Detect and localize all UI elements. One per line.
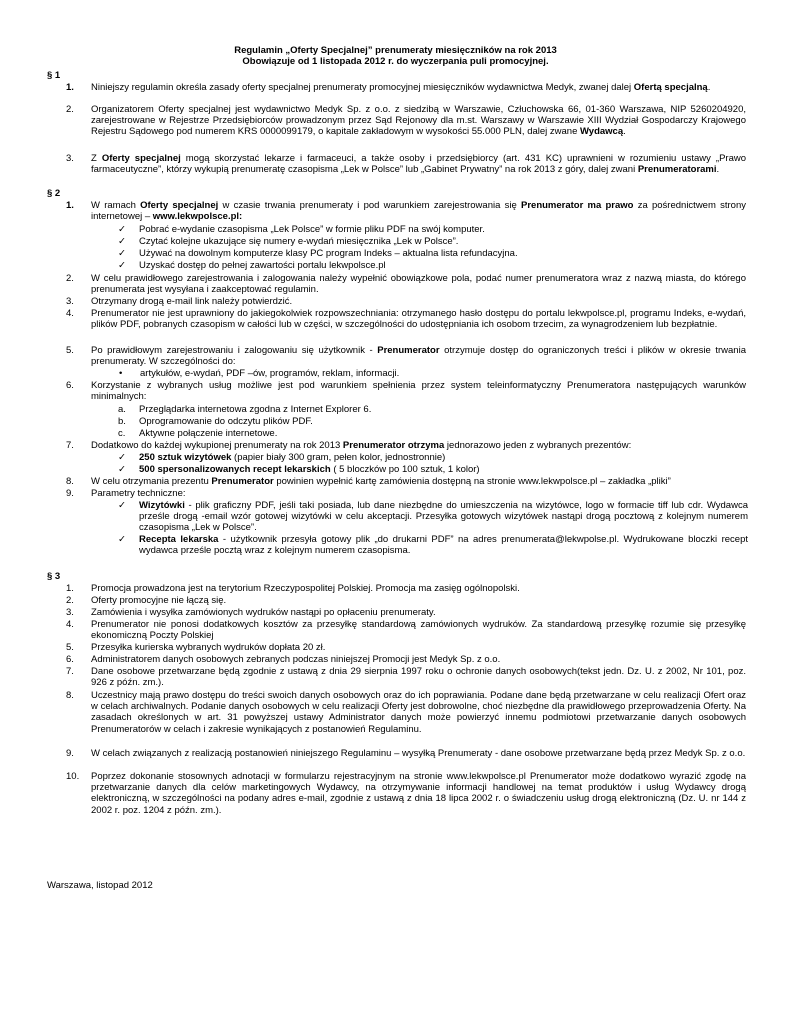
item-number: 2. [66,273,74,284]
item-number: 1. [66,82,74,93]
item-number: 3. [66,153,74,164]
item-number: 3. [66,296,74,307]
item-text: Otrzymany drogą e-mail link należy potwierdzić. [91,296,293,307]
item-text: Organizatorem Oferty specjalnej jest wydawnictwo Medyk Sp. z o.o. z siedzibą w Warszawie, Człuchowska 66, 01-360 Warszawa, NIP 5260204920, zarejestrowane w Rejestrze Przedsiębiorców prowadzonym przez Sąd Rejonowy dla m.st. Warszawy w Warszawie XIII Wydział Gospodarczy Krajowego Rejestru Sądowego pod numerem KRS 0000099179, o kapitale zakładowym w wysokości 55.000 PLN, dalej zwane Wydawcą. [91,104,746,138]
item-text: Z Oferty specjalnej mogą skorzystać lekarze i farmaceuci, a także osoby i przedsiębiorcy (art. 431 KC) uprawnieni w rozumieniu ustawy „Prawo farmaceutyczne”, którzy wykupią prenumeratę czasopisma „Lek w Polsce” lub „Gabinet Prywatny” na rok 2013 z góry, dalej zwani Prenumeratorami. [91,153,746,176]
check-icon: ✓ [118,260,126,271]
document-footer: Warszawa, listopad 2012 [47,880,153,891]
section-1-heading: § 1 [47,70,61,81]
item-text: Prenumerator nie jest uprawniony do jakiegokolwiek rozpowszechniania: otrzymanego hasło dostępu do portalu lekwpolsce.pl, programu Indeks, e-wydań, plików PDF, pobranych czasopism w całości lub w części, w szczególności do udostępniania ich osobom trzecim, za wynagrodzeniem lub bezpłatnie. [91,308,746,331]
item-number: 7. [66,440,74,451]
item-number: 8. [66,476,74,487]
item-number: 6. [66,380,74,391]
check-icon: ✓ [118,464,126,475]
item-text: Niniejszy regulamin określa zasady oferty specjalnej prenumeraty promocyjnej miesięczników wydawnictwa Medyk, zwanej dalej Ofertą specjalną. [91,82,711,93]
item-text: Dodatkowo do każdej wykupionej prenumeraty na rok 2013 Prenumerator otrzyma jednorazowo jeden z wybranych prezentów: [91,440,632,451]
item-number: 5. [66,345,74,356]
item-number: 1. [66,200,74,211]
item-text: W celu prawidłowego zarejestrowania i zalogowania należy wypełnić obowiązkowe pola, podać numer prenumeratora wraz z nazwą miasta, do którego prenumerata jest wysyłana i zaakceptować regulamin. [91,273,746,296]
check-icon: ✓ [118,224,126,235]
item-text: Korzystanie z wybranych usług możliwe jest pod warunkiem spełnienia przez system teleinformatyczny Prenumeratora następujących warunków minimalnych: [91,380,746,403]
document-page: Regulamin „Oferty Specjalnej” prenumeraty miesięczników na rok 2013 Obowiązuje od 1 listopada 2012 r. do wyczerpania puli promocyjnej. § 1 1. Niniejszy regulamin określa zasady oferty specjalnej prenumeraty promocyjnej miesięczników wydawnictwa Medyk, zwanej dalej Ofertą specjalną. 2. Organizatorem Oferty specjalnej jest wydawnictwo Medyk Sp. z o.o. z siedzibą w Warszawie, Człuchowska 66, 01-360 Warszawa, NIP 5260204920, zarejestrowane w Rejestrze Przedsiębiorców prowadzonym przez Sąd Rejonowy dla m.st. Warszawy w Warszawie XIII Wydział Gospodarczy Krajowego Rejestru Sądowego pod numerem KRS 0000099179, o kapitale zakładowym w wysokości 55.000 PLN, dalej zwane Wydawcą. 3. Z Oferty specjalnej mogą skorzystać lekarze i farmaceuci, a także osoby i przedsiębiorcy (art. 431 KC) uprawnieni w rozumieniu ustawy „Prawo farmaceutyczne”, którzy wykupią prenumeratę czasopisma „Lek w Polsce” lub „Gabinet Prywatny” na rok 2013 z góry, dalej zwani Prenumeratorami. § 2 1. W ramach Oferty specjalnej w czasie trwania prenumeraty i pod warunkiem zarejestrowania się Prenumerator ma prawo za pośrednictwem strony internetowej – www.lekwpolsce.pl: ✓ Pobrać e-wydanie czasopisma „Lek Polsce” w formie pliku PDF na swój komputer. ✓ Czytać kolejne ukazujące się numery e-wydań miesięcznika „Lek w Polsce”. ✓ Używać na dowolnym komputerze klasy PC program Indeks – aktualna lista refundacyjna. ✓ Uzyskać dostęp do pełnej zawartości portalu lekwpolsce.pl 2. W celu prawidłowego zarejestrowania i zalogowania należy wypełnić obowiązkowe pola, podać numer prenumeratora wraz z nazwą miasta, do którego prenumerata jest wysyłana i zaakceptować regulamin. 3. Otrzymany drogą e-mail link należy potwierdzić. 4. Prenumerator nie jest uprawniony do jakiegokolwiek rozpowszechniania: otrzymanego hasło dostępu do portalu lekwpolsce.pl, programu Indeks, e-wydań, plików PDF, pobranych czasopism w całości lub w części, w szczególności do udostępniania ich osobom trzecim, za wynagrodzeniem lub bezpłatnie. 5. Po prawidłowym zarejestrowaniu i zalogowaniu się użytkownik - Prenumerator otrzymuje dostęp do ograniczonych treści i plików w okresie trwania prenumeraty. W szczególności do: • artykułów, e-wydań, PDF –ów, programów, reklam, informacji. 6. Korzystanie z wybranych usług możliwe jest pod warunkiem spełnienia przez system teleinformatyczny Prenumeratora następujących warunków minimalnych: a. Przeglądarka internetowa zgodna z Internet Explorer 6. b. Oprogramowanie do odczytu plików PDF. c. Aktywne połączenie internetowe. 7. Dodatkowo do każdej wykupionej prenumeraty na rok 2013 Prenumerator otrzyma jednorazowo jeden z wybranych prezentów: ✓ 250 sztuk wizytówek (papier biały 300 gram, pełen kolor, jednostronnie) ✓ 500 spersonalizowanych recept lekarskich ( 5 bloczków po 100 sztuk, 1 kolor) 8. W celu otrzymania prezentu Prenumerator powinien wypełnić kartę zamówienia dostępną na stronie www.lekwpolsce.pl – zakładka „pliki” 9. Parametry techniczne: ✓ Wizytówki - plik graficzny PDF, jeśli taki posiada, lub dane niezbędne do umieszczenia na wizytówce, logo w formacie tiff lub cdr. Wydawca prześle drogą -email wzór gotowej wizytówki w celu akceptacji. Przesyłka gotowych wizytówek nastąpi drogą pocztową z kolejnym numerem czasopisma „Lek w Polsce”. ✓ Recepta lekarska - użytkownik przesyła gotowy plik „do drukarni PDF” na adres prenumerata@lekwpolse.pl. Wydrukowane bloczki recept wydawca prześle pocztą wraz z kolejnym numerem czasopisma. § 3 1. Promocja prowadzona jest na terytorium Rzeczypospolitej Polskiej. Promocja ma zasięg ogólnopolski. 2. Oferty promocyjne nie łączą się. 3. Zamówienia i wysyłka zamówionych wydruków nastąpi po opłaceniu prenumeraty. 4. Prenumerator nie ponosi dodatkowych kosztów za przesyłkę standardową zamówionych wydruków. Za standardową przesyłkę rozumie się przesyłkę ekonomiczną Poczty Polskiej 5. Przesyłka kurierska wybranych wydruków dopłata 20 zł. 6. Administratorem danych osobowych zebranych podczas niniejszej Promocji jest Medyk Sp. z o.o. 7. Dane osobowe przetwarzane będą zgodnie z ustawą z dnia 29 sierpnia 1997 roku o ochronie danych osobowych(tekst jedn. Dz. U. z 2002, Nr 101, poz. 926 z późn. zm.). 8. Uczestnicy mają prawo dostępu do treści swoich danych osobowych oraz do ich poprawiania. Podane dane będą przetwarzane w celu realizacji Ofert oraz w celach archiwalnych. Podanie danych osobowych w celu realizacji Oferty jest dobrowolne, choć niezbędne dla prawidłowego przeprowadzenia Oferty. Na zasadach określonych w art. 31 powyższej ustawy Administrator danych może powierzyć innemu podmiotowi przetwarzanie danych osobowych Prenumeratorów w celach i zakresie wynikających z postanowień Regulaminu. 9. W celach związanych z realizacją postanowień niniejszego Regulaminu – wysyłką Prenumeraty - dane osobowe przetwarzane będą przez Medyk Sp. z o.o. 10. Poprzez dokonanie stosownych adnotacji w formularzu rejestracyjnym na stronie www.lekwpolsce.pl Prenumerator może dodatkowo wyrazić zgodę na przetwarzanie danych dla celów marketingowych Wydawcy, na otrzymywanie informacji handlowej na temat produktów i usług Wydawcy drogą elektroniczną, w szczególności na podany adres e-mail, zgodnie z ustawą z dnia 18 lipca 2002 r. o świadczeniu usług drogą elektroniczną (Dz. U. nr 144 z 2002 r. poz. 1204 z późn. zm.). Warszawa, listopad 2012 [0,0,791,1024]
check-icon: ✓ [118,534,126,545]
item-text: Parametry techniczne: [91,488,186,499]
section-2-heading: § 2 [47,188,61,199]
item-text: W celu otrzymania prezentu Prenumerator powinien wypełnić kartę zamówienia dostępną na stronie www.lekwpolsce.pl – zakładka „pliki” [91,476,671,487]
item-text: W ramach Oferty specjalnej w czasie trwania prenumeraty i pod warunkiem zarejestrowania się Prenumerator ma prawo za pośrednictwem strony internetowej – www.lekwpolsce.pl: [91,200,746,223]
section-3-heading: § 3 [47,571,61,582]
check-icon: ✓ [118,248,126,259]
document-title: Regulamin „Oferty Specjalnej” prenumeraty miesięczników na rok 2013 [234,45,557,56]
item-number: 2. [66,104,74,115]
item-number: 4. [66,308,74,319]
check-icon: ✓ [118,500,126,511]
item-number: 9. [66,488,74,499]
check-icon: ✓ [118,452,126,463]
bullet-icon: • [119,368,123,379]
check-icon: ✓ [118,236,126,247]
item-text: Po prawidłowym zarejestrowaniu i zalogowaniu się użytkownik - Prenumerator otrzymuje dostęp do ograniczonych treści i plików w okresie trwania prenumeraty. W szczególności do: [91,345,746,368]
document-subtitle: Obowiązuje od 1 listopada 2012 r. do wyczerpania puli promocyjnej. [242,56,549,67]
